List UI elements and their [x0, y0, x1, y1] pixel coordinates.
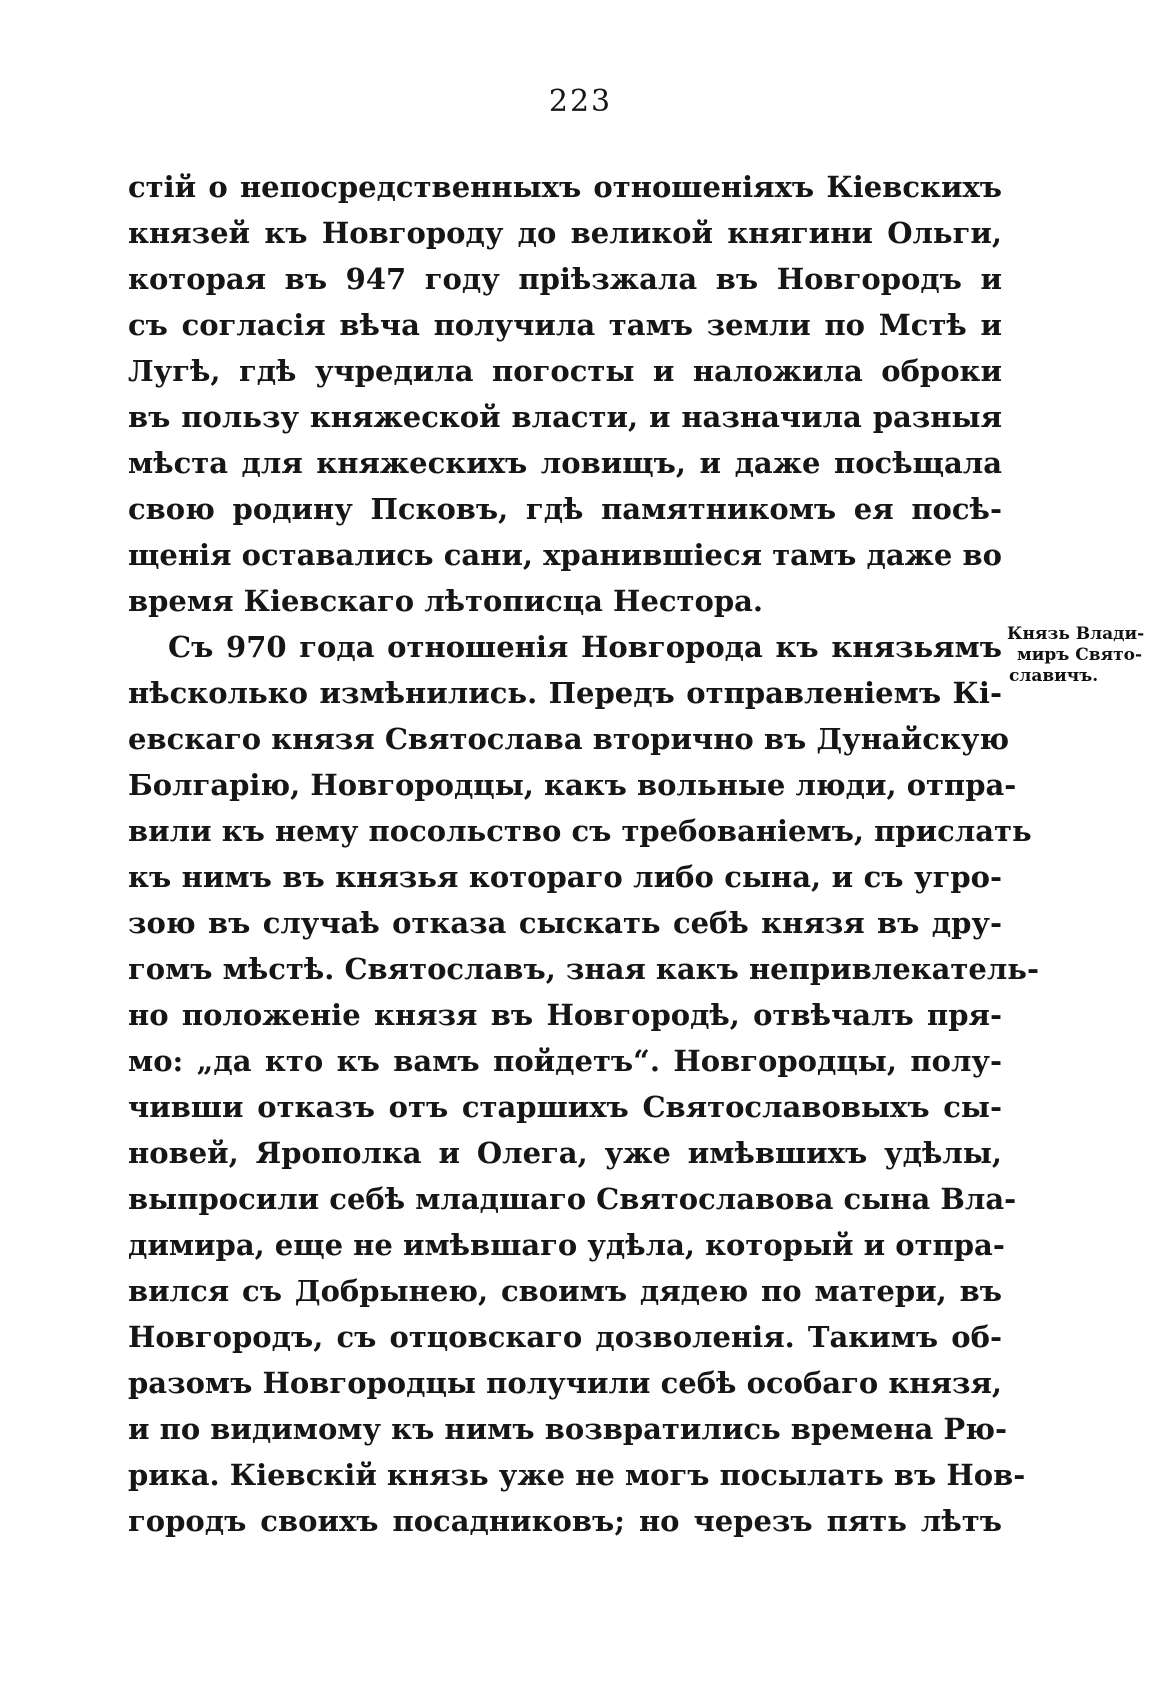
text-line: димира, еще не имѣвшаго удѣла, который и отпра-	[128, 1228, 1005, 1262]
text-line: въ пользу княжеской власти, и назначила разныя	[128, 400, 1002, 434]
page-number: 223	[548, 84, 613, 119]
text-line: чивши отказъ отъ старшихъ Святославовыхъ сы-	[128, 1090, 1002, 1124]
text-line: выпросили себѣ младшаго Святославова сына Вла-	[128, 1182, 1017, 1216]
text-line: зою въ случаѣ отказа сыскать себѣ князя въ дру-	[128, 906, 1002, 940]
text-line: время Кіевскаго лѣтописца Нестора.	[128, 584, 764, 618]
paragraph-start-line: Съ 970 года отношенія Новгорода къ князьямъ	[168, 630, 1002, 664]
text-line: гомъ мѣстѣ. Святославъ, зная какъ непривлекатель-	[128, 952, 1040, 986]
text-line: князей къ Новгороду до великой княгини Ольги,	[128, 216, 1002, 250]
text-line: новей, Ярополка и Олега, уже имѣвшихъ удѣлы,	[128, 1136, 1002, 1170]
text-line: разомъ Новгородцы получили себѣ особаго князя,	[128, 1366, 1002, 1400]
text-line: свою родину Псковъ, гдѣ памятникомъ ея посѣ-	[128, 492, 1002, 526]
text-line: но положеніе князя въ Новгородѣ, отвѣчалъ пря-	[128, 998, 1002, 1032]
margin-note-line: Князь Влади-	[1007, 624, 1145, 644]
text-line: мѣста для княжескихъ ловищъ, и даже посѣщала	[128, 446, 1002, 480]
text-line: Болгарію, Новгородцы, какъ вольные люди, отпра-	[128, 768, 1017, 802]
text-line: съ согласія вѣча получила тамъ земли по Мстѣ и	[128, 308, 1002, 342]
text-line: городъ своихъ посадниковъ; но черезъ пять лѣтъ	[128, 1504, 1002, 1538]
text-line: которая въ 947 году пріѣзжала въ Новгородъ и	[128, 262, 1002, 296]
margin-note-line: славичъ.	[1009, 666, 1099, 686]
text-line: евскаго князя Святослава вторично въ Дунайскую	[128, 722, 1010, 756]
text-line: вился съ Добрынею, своимъ дядею по матери, въ	[128, 1274, 1002, 1308]
text-line: вили къ нему посольство съ требованіемъ, прислать	[128, 814, 1032, 848]
text-line: и по видимому къ нимъ возвратились времена Рю-	[128, 1412, 1008, 1446]
text-line: Лугѣ, гдѣ учредила погосты и наложила оброки	[128, 354, 1002, 388]
text-line: Новгородъ, съ отцовскаго дозволенія. Такимъ об-	[128, 1320, 1002, 1354]
text-line: щенія оставались сани, хранившіеся тамъ даже во	[128, 538, 1002, 572]
text-line: рика. Кіевскій князь уже не могъ посылать въ Нов-	[128, 1458, 1026, 1492]
text-line: стій о непосредственныхъ отношеніяхъ Кіевскихъ	[128, 170, 1002, 204]
text-line: нѣсколько измѣнились. Передъ отправленіемъ Кі-	[128, 676, 1002, 710]
body-text	[128, 164, 1040, 1544]
text-line: мо: „да кто къ вамъ пойдетъ“. Новгородцы, полу-	[128, 1044, 1002, 1078]
margin-note	[1007, 624, 1157, 687]
margin-note-line: миръ Свято-	[1017, 645, 1143, 665]
text-line: къ нимъ въ князья котораго либо сына, и съ угро-	[128, 860, 1002, 894]
